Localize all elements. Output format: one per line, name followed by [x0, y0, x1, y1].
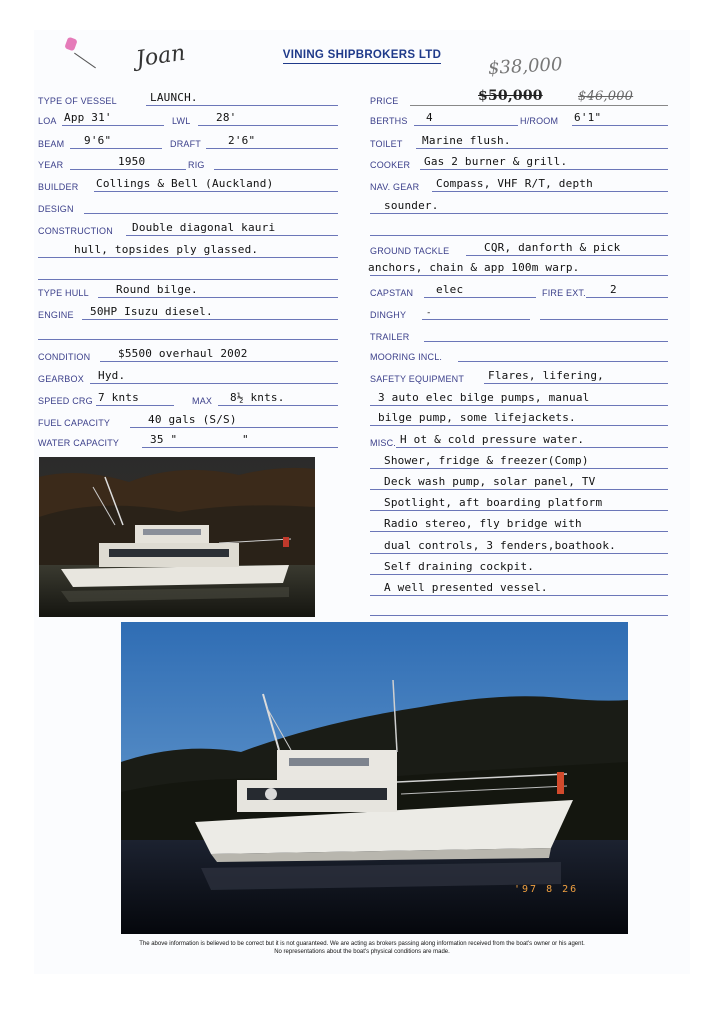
- label: GEARBOX: [38, 374, 84, 384]
- label: SPEED CRG: [38, 396, 93, 406]
- label: NAV. GEAR: [370, 182, 420, 192]
- label: GROUND TACKLE: [370, 246, 450, 256]
- field-misc-cont: [370, 493, 668, 513]
- value: 3 auto elec bilge pumps, manual: [378, 391, 590, 404]
- label: TYPE HULL: [38, 288, 89, 298]
- value: Double diagonal kauri: [132, 221, 276, 234]
- label: DRAFT: [170, 139, 201, 149]
- label: WATER CAPACITY: [38, 438, 120, 448]
- field-construction: [38, 218, 338, 238]
- field-misc-cont: [370, 514, 668, 534]
- field-safety: [370, 366, 668, 386]
- value: Self draining cockpit.: [384, 560, 535, 573]
- value: LAUNCH.: [150, 91, 198, 104]
- value: 35 ": [150, 433, 178, 446]
- value: Marine flush.: [422, 134, 511, 147]
- value: Compass, VHF R/T, depth: [436, 177, 593, 190]
- label: TYPE OF VESSEL: [38, 96, 117, 106]
- field-condition: [38, 344, 338, 364]
- label: CONSTRUCTION: [38, 226, 113, 236]
- value: 2: [610, 283, 617, 296]
- value: 8½ knts.: [230, 391, 285, 404]
- field-fuel: [38, 410, 338, 430]
- field-loa-lwl: [38, 108, 338, 128]
- field-safety-cont: [370, 408, 668, 428]
- field-construction-cont: [38, 240, 338, 260]
- field-misc-cont: [370, 451, 668, 471]
- label: YEAR: [38, 160, 64, 170]
- boat-photo-small: [39, 457, 315, 617]
- value: elec: [436, 283, 464, 296]
- field-trailer: [370, 324, 668, 344]
- field-price: [370, 88, 668, 108]
- field-blank-line: [370, 218, 668, 238]
- field-ground-tackle: [370, 238, 668, 258]
- label: BUILDER: [38, 182, 79, 192]
- handwritten-price: $38,000: [487, 54, 563, 79]
- disclaimer-line-1: The above information is believed to be correct but it is not guaranteed. We are acting as brokers passing along information received from the boat's owner or his agent.: [139, 941, 585, 947]
- label: MAX: [192, 396, 213, 406]
- label: BERTHS: [370, 116, 408, 126]
- field-dinghy: [370, 302, 668, 322]
- field-ground-tackle-cont: [370, 258, 668, 278]
- field-design: [38, 196, 338, 216]
- photo-date-stamp: '97 8 26: [514, 884, 579, 895]
- value: Deck wash pump, solar panel, TV: [384, 475, 596, 488]
- field-blank-line: [38, 262, 338, 282]
- field-capstan: [370, 280, 668, 300]
- field-misc-cont: [370, 578, 668, 598]
- field-water: [38, 430, 338, 450]
- handwritten-name: Joan: [134, 40, 187, 73]
- field-mooring: [370, 344, 668, 364]
- title-text: VINING SHIPBROKERS LTD: [283, 49, 441, 64]
- field-toilet: [370, 131, 668, 151]
- label: ENGINE: [38, 310, 74, 320]
- value: 4: [426, 111, 433, 124]
- label: RIG: [188, 160, 205, 170]
- value: Gas 2 burner & grill.: [424, 155, 568, 168]
- price-revised: $46,000: [578, 89, 634, 104]
- field-year-rig: [38, 152, 338, 172]
- label: CAPSTAN: [370, 288, 414, 298]
- label: DESIGN: [38, 204, 74, 214]
- field-cooker: [370, 152, 668, 172]
- field-builder: [38, 174, 338, 194]
- value: CQR, danforth & pick: [484, 241, 621, 254]
- disclaimer: [40, 940, 684, 956]
- value: anchors, chain & app 100m warp.: [368, 261, 580, 274]
- label: TRAILER: [370, 332, 410, 342]
- field-blank-line: [38, 322, 338, 342]
- field-berths-hroom: [370, 108, 668, 128]
- field-misc-cont: [370, 536, 668, 556]
- field-misc-cont: [370, 557, 668, 577]
- label: SAFETY EQUIPMENT: [370, 374, 465, 384]
- field-type-of-vessel: [38, 88, 338, 108]
- price-original: $50,000: [478, 88, 543, 104]
- value: H ot & cold pressure water.: [400, 433, 585, 446]
- value: 50HP Isuzu diesel.: [90, 305, 213, 318]
- value: Flares, lifering,: [488, 369, 604, 382]
- label: COOKER: [370, 160, 411, 170]
- field-safety-cont: [370, 388, 668, 408]
- label: CONDITION: [38, 352, 91, 362]
- value: 40 gals (S/S): [148, 413, 237, 426]
- value: Hyd.: [98, 369, 126, 382]
- field-engine: [38, 302, 338, 322]
- disclaimer-line-2: No representations about the boat's physical conditions are made.: [274, 949, 450, 955]
- value: hull, topsides ply glassed.: [74, 243, 259, 256]
- value: -: [426, 308, 432, 318]
- field-nav-gear: [370, 174, 668, 194]
- label: MISC.: [370, 438, 397, 448]
- value: Radio stereo, fly bridge with: [384, 517, 582, 530]
- value: 2'6": [228, 134, 256, 147]
- value: bilge pump, some lifejackets.: [378, 411, 576, 424]
- label: PRICE: [370, 96, 399, 106]
- label: LWL: [172, 116, 191, 126]
- value: Round bilge.: [116, 283, 198, 296]
- value: 1950: [118, 155, 146, 168]
- value: $5500 overhaul 2002: [118, 347, 248, 360]
- field-gearbox: [38, 366, 338, 386]
- label: MOORING INCL.: [370, 352, 443, 362]
- value: A well presented vessel.: [384, 581, 548, 594]
- label: LOA: [38, 116, 57, 126]
- value: 28': [216, 111, 237, 124]
- value: dual controls, 3 fenders,boathook.: [384, 539, 616, 552]
- label: H/ROOM: [520, 116, 559, 126]
- label: TOILET: [370, 139, 403, 149]
- field-misc-cont: [370, 472, 668, 492]
- field-speed: [38, 388, 338, 408]
- field-beam-draft: [38, 131, 338, 151]
- value: 7 knts: [98, 391, 139, 404]
- value: 9'6": [84, 134, 112, 147]
- value: 6'1": [574, 111, 602, 124]
- value: Collings & Bell (Auckland): [96, 177, 274, 190]
- label: FIRE EXT.: [542, 288, 586, 298]
- label: DINGHY: [370, 310, 407, 320]
- field-misc: [370, 430, 668, 450]
- value: Spotlight, aft boarding platform: [384, 496, 603, 509]
- value: Shower, fridge & freezer(Comp): [384, 454, 589, 467]
- field-type-hull: [38, 280, 338, 300]
- label: FUEL CAPACITY: [38, 418, 111, 428]
- value: sounder.: [384, 199, 439, 212]
- value: ": [242, 433, 249, 446]
- label: BEAM: [38, 139, 65, 149]
- value: App 31': [64, 111, 112, 124]
- field-blank-line: [370, 598, 668, 618]
- page-title: [0, 45, 724, 64]
- field-nav-gear-cont: [370, 196, 668, 216]
